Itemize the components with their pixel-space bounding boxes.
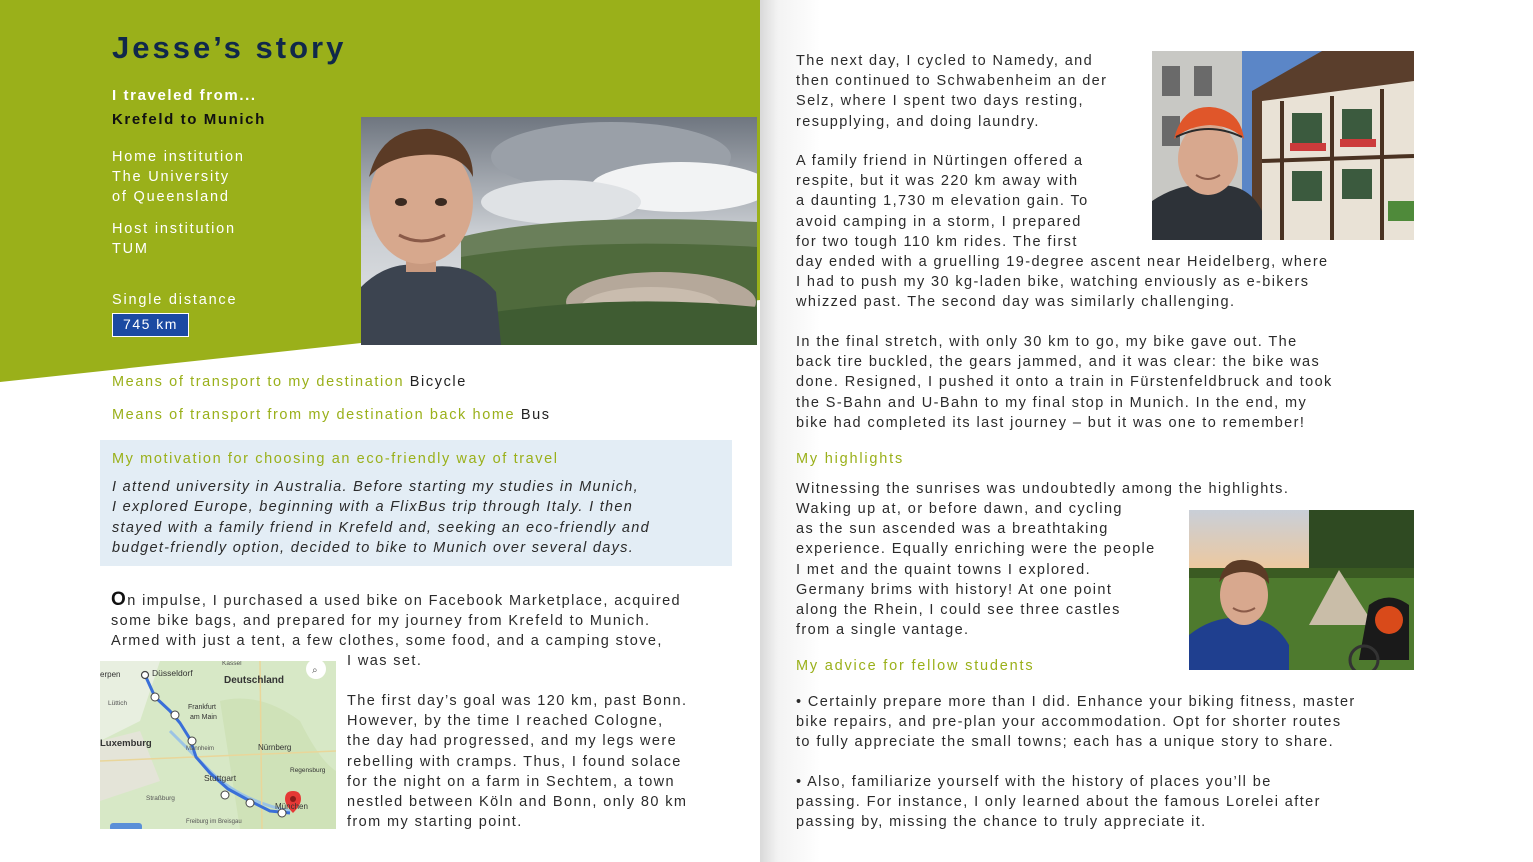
namedy-line: resupplying, and doing laundry.: [796, 113, 1040, 130]
left-page: [0, 0, 760, 862]
final-stretch-line: bike had completed its last journey – but it was one to remember!: [796, 414, 1306, 431]
day-one-line: The first day’s goal was 120 km, past Bonn.: [347, 693, 688, 709]
highlights-line: experience. Equally enriching were the people: [796, 541, 1156, 558]
map-label-freiburg: Freiburg im Breisgau: [186, 819, 242, 825]
story-title: Jesse’s story: [112, 30, 347, 65]
advice-line: • Also, familiarize yourself with the history of places you’ll be: [796, 774, 1272, 790]
day-one-paragraph: [347, 691, 687, 832]
motivation-box: [100, 440, 732, 566]
day-one-line: the day had progressed, and my legs were: [347, 733, 678, 750]
story-line: some bike bags, and prepared for my journey from Krefeld to Munich.: [111, 613, 651, 630]
svg-text:⌕: ⌕: [312, 665, 318, 676]
nurtingen-line: I had to push my 30 kg-laden bike, watching enviously as e-bikers: [796, 274, 1310, 291]
highlights-paragraph: [796, 499, 1156, 640]
day-one-line: from my starting point.: [347, 814, 523, 831]
map-label-leverkusen: erpen: [100, 670, 121, 679]
sunrise-tent-photo: [1189, 510, 1414, 670]
final-stretch-paragraph: [796, 332, 1333, 433]
map-label-regensburg: Regensburg: [290, 767, 326, 774]
highlights-line: Waking up at, or before dawn, and cycling: [796, 501, 1123, 517]
map-label-nurnberg: Nürnberg: [258, 743, 292, 752]
map-label-stuttgart: Stuttgart: [204, 773, 237, 783]
day-one-line: nestled between Köln and Bonn, only 80 km: [347, 794, 688, 811]
final-stretch-line: done. Resigned, I pushed it onto a train in Fürstenfeldbruck and took: [796, 374, 1333, 391]
advice-heading: My advice for fellow students: [796, 658, 1035, 674]
namedy-paragraph: [796, 51, 1107, 132]
highlights-line: from a single vantage.: [796, 622, 970, 639]
story-last-line: I was set.: [347, 653, 423, 669]
motivation-line: I explored Europe, beginning with a FlixBus trip through Italy. I then: [112, 499, 634, 516]
map-label-am-main: am Main: [190, 714, 217, 721]
selfie-landscape-photo: [361, 117, 757, 345]
highlights-line: along the Rhein, I could see three castles: [796, 602, 1121, 619]
map-label-frankfurt: Frankfurt: [188, 704, 217, 711]
map-label-luxemburg: Luxemburg: [100, 738, 152, 749]
advice-line: bike repairs, and pre-plan your accommodation. Opt for shorter routes: [796, 714, 1342, 731]
nurtingen-line: whizzed past. The second day was similarly challenging.: [796, 294, 1236, 311]
nurtingen-line: avoid camping in a storm, I prepared: [796, 213, 1082, 230]
route-map: [100, 661, 336, 829]
advice-line: passing. For instance, I only learned about the famous Lorelei after: [796, 794, 1321, 811]
story-line: Armed with just a tent, a few clothes, some food, and a camping stove,: [111, 633, 663, 650]
advice-line: • Certainly prepare more than I did. Enhance your biking fitness, master: [796, 694, 1356, 710]
nurtingen-paragraph: [796, 151, 1329, 313]
namedy-line: The next day, I cycled to Namedy, and: [796, 53, 1094, 69]
highlights-line: I met and the quaint towns I explored.: [796, 561, 1092, 578]
advice-line: passing by, missing the chance to truly appreciate it.: [796, 814, 1207, 831]
host-institution-label: Host institution: [112, 221, 236, 237]
map-label-munchen: München: [275, 802, 308, 811]
nurtingen-line: A family friend in Nürtingen offered a: [796, 153, 1084, 169]
highlights-heading: My highlights: [796, 451, 905, 467]
namedy-line: Selz, where I spent two days resting,: [796, 93, 1084, 110]
nurtingen-line: for two tough 110 km rides. The first: [796, 233, 1078, 250]
highlights-line: Germany brims with history! At one point: [796, 581, 1113, 598]
transport-back-row: [112, 407, 551, 423]
traveled-label: I traveled from...: [112, 87, 257, 104]
transport-to-row: [112, 374, 467, 390]
transport-back-value: Bus: [520, 407, 551, 423]
map-label-luttich: Lüttich: [108, 700, 128, 707]
motivation-text: [112, 477, 722, 558]
home-institution-line: The University: [112, 169, 230, 185]
transport-to-value: Bicycle: [409, 374, 467, 390]
route-text: Krefeld to Munich: [112, 111, 266, 128]
final-stretch-line: the S-Bahn and U-Bahn to my final stop in Munich. In the end, my: [796, 394, 1308, 411]
map-label-mannheim: Mannheim: [186, 746, 215, 752]
map-label-dusseldorf: Düsseldorf: [152, 668, 193, 678]
map-label-kassel: Kassel: [222, 661, 242, 667]
motivation-line: stayed with a family friend in Krefeld and, seeking an eco-friendly and: [112, 519, 651, 536]
advice-item-2: [796, 772, 1321, 833]
motivation-heading: My motivation for choosing an eco-friendly way of travel: [112, 451, 559, 467]
highlights-line: as the sun ascended was a breathtaking: [796, 521, 1109, 538]
advice-line: to fully appreciate the small towns; each has a unique story to share.: [796, 734, 1335, 751]
drop-cap: O: [111, 589, 128, 610]
nurtingen-line: respite, but it was 220 km away with: [796, 173, 1079, 190]
highlights-first-line: Witnessing the sunrises was undoubtedly among the highlights.: [796, 481, 1290, 497]
distance-label: Single distance: [112, 292, 238, 308]
nurtingen-line: a daunting 1,730 m elevation gain. To: [796, 193, 1089, 210]
day-one-line: However, by the time I reached Cologne,: [347, 713, 664, 730]
motivation-line: budget-friendly option, decided to bike to Munich over several days.: [112, 539, 635, 556]
story-first-line: On impulse, I purchased a used bike on Facebook Marketplace, acquired: [111, 589, 682, 610]
transport-to-label: Means of transport to my destination: [112, 374, 405, 390]
distance-value-box: 745 km: [112, 313, 189, 337]
final-stretch-line: back tire buckled, the gears jammed, and it was clear: the bike was: [796, 354, 1321, 371]
transport-back-label: Means of transport from my destination back home: [112, 407, 516, 423]
motivation-line: I attend university in Australia. Before starting my studies in Munich,: [112, 479, 639, 495]
map-label-strasbourg: Straßburg: [146, 795, 175, 802]
namedy-line: then continued to Schwabenheim an der: [796, 73, 1108, 90]
nurtingen-line: day ended with a gruelling 19-degree ascent near Heidelberg, where: [796, 254, 1329, 271]
home-institution-line: of Queensland: [112, 189, 230, 205]
home-institution-label: Home institution: [112, 149, 245, 165]
right-page: [760, 0, 1533, 862]
host-institution-value: TUM: [112, 241, 149, 257]
map-label-deutschland: Deutschland: [224, 675, 285, 686]
story-intro: [111, 590, 741, 652]
final-stretch-line: In the final stretch, with only 30 km to go, my bike gave out. The: [796, 334, 1298, 350]
day-one-line: rebelling with cramps. Thus, I found solace: [347, 753, 682, 770]
advice-item-1: [796, 692, 1356, 753]
day-one-line: for the night on a farm in Sechtem, a town: [347, 773, 675, 790]
